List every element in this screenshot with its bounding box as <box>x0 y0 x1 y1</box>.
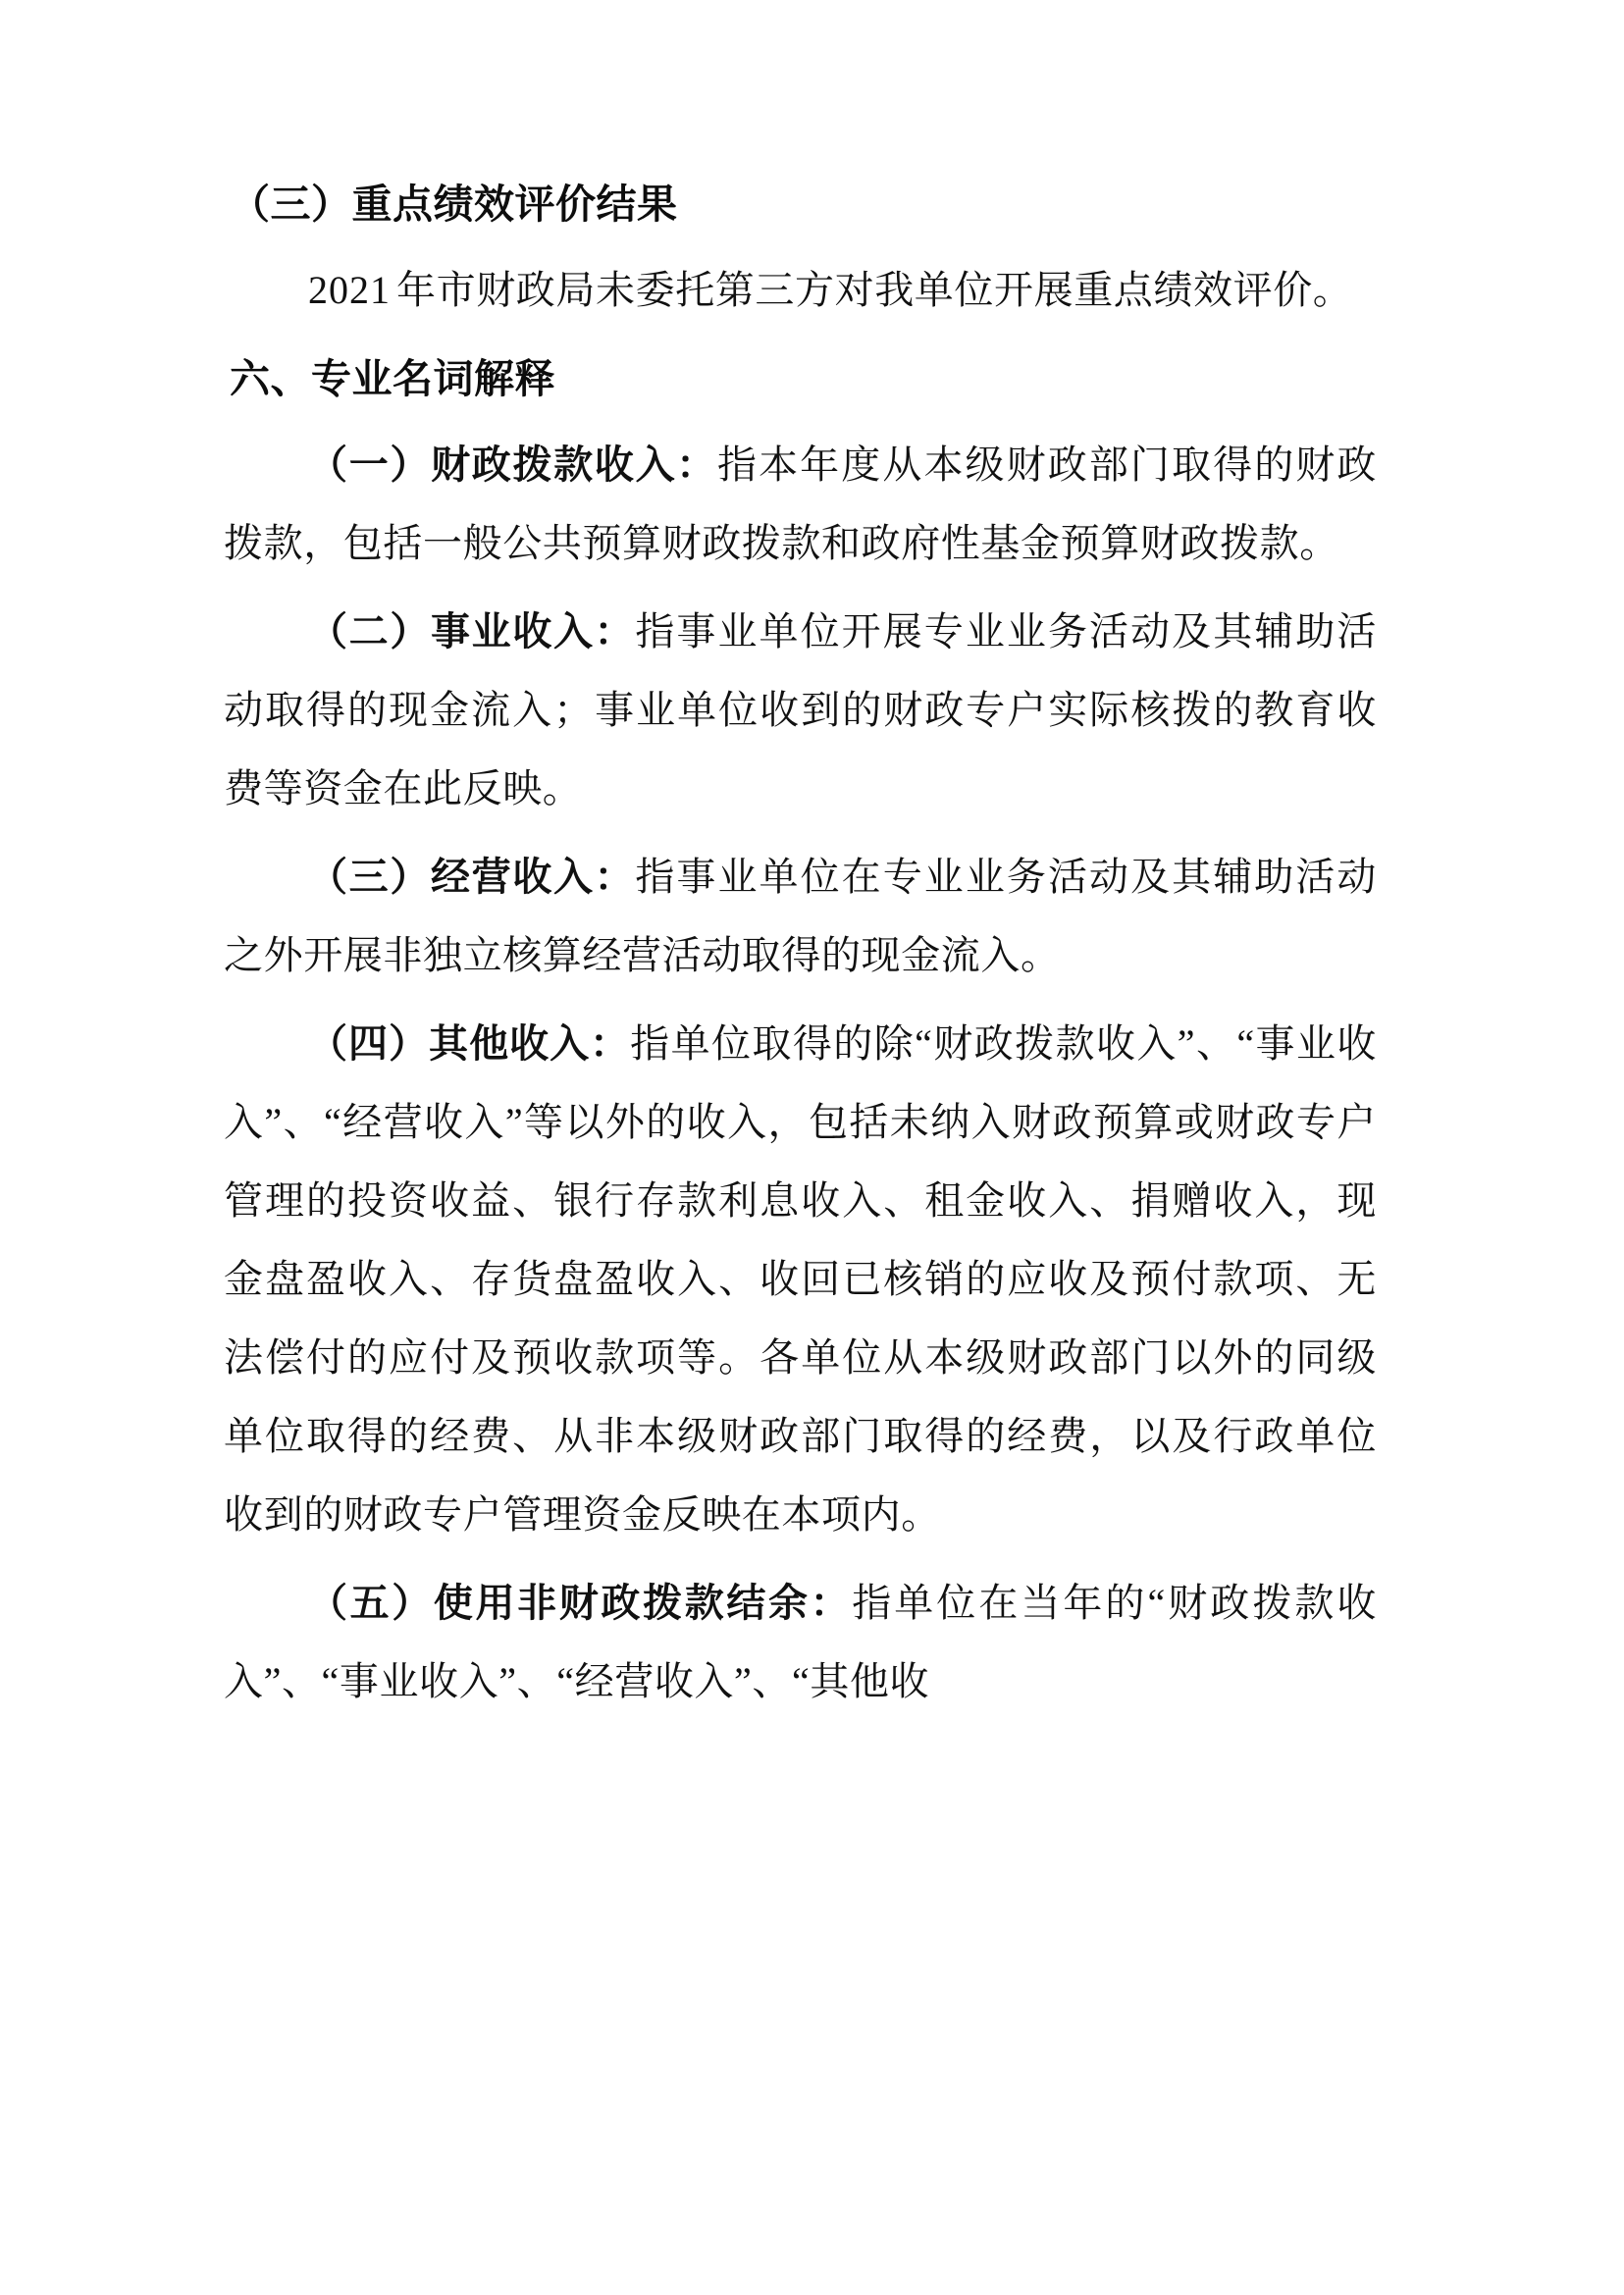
term-label: （二）事业收入： <box>308 609 636 654</box>
paragraph-performance-evaluation <box>224 251 1377 330</box>
spacer <box>224 828 1377 838</box>
spacer <box>224 1554 1377 1564</box>
term-label: （四）其他收入： <box>308 1021 631 1067</box>
section-heading-terminology: 六、专业名词解释 <box>230 355 555 402</box>
term-definition: 指单位在当年的“财政拨款收入”、“事业收入”、“经营收入”、“其他收 <box>224 1581 1377 1703</box>
paragraph-term-fiscal-appropriation-income <box>224 426 1377 583</box>
spacer <box>224 225 1377 251</box>
paragraph-term-non-fiscal-balance <box>224 1564 1377 1721</box>
page-content <box>224 181 1378 1721</box>
term-definition: 指事业单位在专业业务活动及其辅助活动之外开展非独立核算经营活动取得的现金流入。 <box>224 855 1377 977</box>
paragraph-term-other-income <box>224 1005 1377 1554</box>
term-label: （三）经营收入： <box>308 855 636 900</box>
spacer <box>224 583 1377 593</box>
spacer <box>224 995 1377 1005</box>
paragraph-text: 年市财政局未委托第三方对我单位开展重点绩效评价。 <box>396 268 1353 312</box>
year-value: 2021 <box>308 268 391 312</box>
term-definition: 指单位取得的除“财政拨款收入”、“事业收入”、“经营收入”等以外的收入，包括未纳入财政预算或财政专户管理的投资收益、银行存款利息收入、租金收入、捐赠收入，现金盘盈收入、存货盘盈收入、收回已核销的应收及预付款项、无法偿付的应付及预收款项等。各单位从本级财政部门以外的同级单位取得的经费、从非本级财政部门取得的经费，以及行政单位收到的财政专户管理资金反映在本项内。 <box>224 1021 1377 1537</box>
spacer <box>224 399 1377 426</box>
term-label: （一）财政拨款收入： <box>308 443 717 488</box>
term-label: （五）使用非财政拨款结余： <box>308 1581 853 1626</box>
term-definition: 指本年度从本级财政部门取得的财政拨款，包括一般公共预算财政拨款和政府性基金预算财政拨款。 <box>224 443 1378 565</box>
section-heading-performance-evaluation: （三）重点绩效评价结果 <box>230 181 678 228</box>
paragraph-term-business-income <box>224 838 1377 995</box>
paragraph-term-operating-unit-income <box>224 593 1377 828</box>
term-definition: 指事业单位开展专业业务活动及其辅助活动取得的现金流入；事业单位收到的财政专户实际核拨的教育收费等资金在此反映。 <box>224 609 1377 810</box>
